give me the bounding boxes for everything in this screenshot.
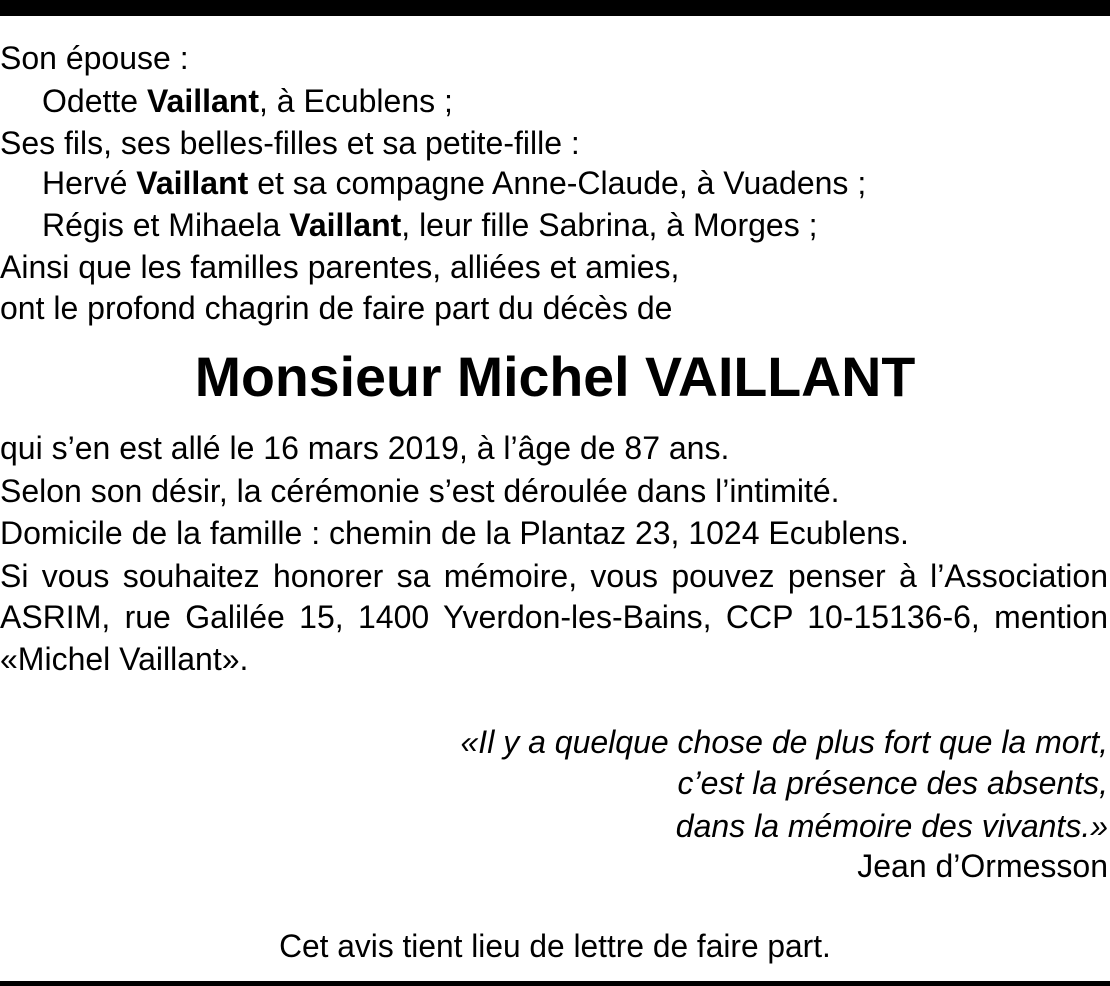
child-2-first-name: Régis et Mihaela	[42, 207, 290, 243]
child-1-first-name: Hervé	[42, 165, 137, 201]
footer-note: Cet avis tient lieu de lettre de faire part.	[279, 928, 831, 964]
donation-line-3: «Michel Vaillant».	[0, 641, 249, 677]
ceremony-line: Selon son désir, la cérémonie s’est déroulée dans l’intimité.	[0, 473, 840, 509]
quote-line-2: c’est la présence des absents,	[677, 765, 1108, 801]
child-entry-1	[42, 163, 866, 203]
spouse-location: , à Ecublens ;	[259, 83, 453, 119]
relatives-line: Ainsi que les familles parentes, alliées et amies,	[0, 249, 680, 285]
quote-line-1: «Il y a quelque chose de plus fort que la mort,	[460, 724, 1108, 760]
spouse-heading: Son épouse :	[0, 40, 189, 76]
child-2-details: , leur fille Sabrina, à Morges ;	[401, 207, 818, 243]
spouse-surname: Vaillant	[146, 83, 259, 119]
domicile-line: Domicile de la famille : chemin de la Plantaz 23, 1024 Ecublens.	[0, 515, 909, 551]
child-2-surname: Vaillant	[289, 207, 402, 243]
spouse-entry	[42, 81, 453, 121]
child-1-surname: Vaillant	[136, 165, 249, 201]
quote-author: Jean d’Ormesson	[857, 848, 1108, 884]
deceased-name: Monsieur Michel VAILLANT	[194, 345, 916, 408]
child-1-details: et sa compagne Anne-Claude, à Vuadens ;	[248, 165, 867, 201]
spouse-first-name: Odette	[42, 83, 147, 119]
quote-line-3: dans la mémoire des vivants.»	[675, 808, 1108, 844]
bottom-border-rule	[0, 981, 1110, 986]
top-border-rule	[0, 0, 1110, 16]
announcement-line: ont le profond chagrin de faire part du décès de	[0, 290, 673, 326]
donation-line-1: Si vous souhaitez honorer sa mémoire, vous pouvez penser à l’Association	[0, 558, 1108, 594]
passing-line: qui s’en est allé le 16 mars 2019, à l’âge de 87 ans.	[0, 430, 730, 466]
donation-line-2: ASRIM, rue Galilée 15, 1400 Yverdon-les-Bains, CCP 10-15136-6, mention	[0, 599, 1108, 635]
children-heading: Ses fils, ses belles-filles et sa petite-fille :	[0, 125, 580, 161]
child-entry-2	[42, 205, 817, 245]
